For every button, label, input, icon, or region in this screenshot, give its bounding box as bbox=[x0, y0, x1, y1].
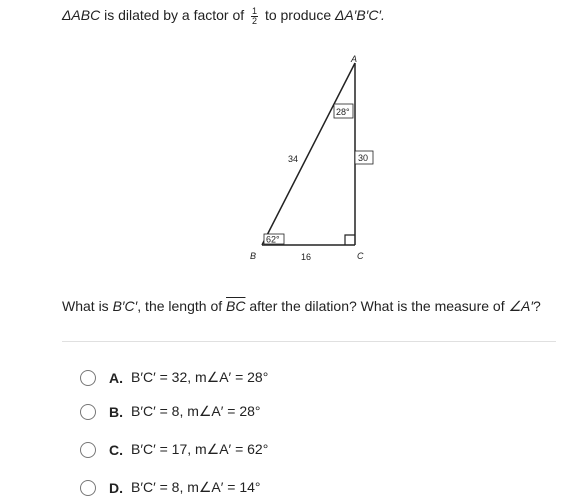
option-letter: C. bbox=[109, 441, 123, 458]
radio-button[interactable] bbox=[80, 480, 96, 496]
option-a[interactable] bbox=[80, 369, 268, 386]
divider bbox=[62, 341, 556, 342]
prompt-text-2: to produce bbox=[261, 7, 335, 24]
vertex-a-label: A bbox=[351, 55, 358, 64]
angle-b-label: 62° bbox=[266, 234, 280, 245]
angle-a-label: 28° bbox=[336, 107, 350, 117]
side-ab-line bbox=[262, 63, 355, 245]
triangle-image: ΔA′B′C′. bbox=[335, 7, 385, 24]
scale-factor bbox=[251, 7, 258, 26]
right-angle-mark bbox=[345, 235, 355, 245]
segment-bc: $\overline{BC}$ bbox=[226, 298, 246, 314]
triangle-original: ΔABC bbox=[62, 7, 101, 24]
segment-variable: B′C′ bbox=[112, 298, 138, 314]
option-text: B′C′ = 17, m∠A′ = 62° bbox=[131, 441, 269, 457]
side-ac-label: 30 bbox=[358, 153, 369, 163]
side-bc-label: 16 bbox=[301, 252, 312, 262]
vertex-c-label: C bbox=[357, 251, 364, 261]
prompt-text: is dilated by a factor of bbox=[100, 7, 249, 24]
triangle-diagram bbox=[240, 55, 380, 270]
question-text: What is B′C′, the length of $\overline{BC}$ after the dilation? What is the measure of ∠A′? bbox=[62, 298, 541, 314]
option-text: B′C′ = 32, m∠A′ = 28° bbox=[131, 369, 269, 385]
factor-denominator: 2 bbox=[252, 16, 258, 26]
option-d[interactable] bbox=[80, 479, 261, 496]
factor-numerator: 1 bbox=[252, 6, 258, 16]
option-text: B′C′ = 8, m∠A′ = 14° bbox=[131, 479, 261, 495]
option-text: B′C′ = 8, m∠A′ = 28° bbox=[131, 403, 261, 419]
radio-button[interactable] bbox=[80, 370, 96, 386]
angle-a-prime: ∠A′ bbox=[508, 298, 534, 314]
question-prompt bbox=[62, 7, 385, 26]
option-b[interactable] bbox=[80, 403, 261, 420]
option-letter: A. bbox=[109, 369, 123, 386]
option-letter: D. bbox=[109, 479, 123, 496]
option-letter: B. bbox=[109, 403, 123, 420]
option-c[interactable] bbox=[80, 441, 268, 458]
radio-button[interactable] bbox=[80, 442, 96, 458]
radio-button[interactable] bbox=[80, 404, 96, 420]
vertex-b-label: B bbox=[250, 251, 257, 261]
side-ab-label: 34 bbox=[288, 154, 299, 164]
